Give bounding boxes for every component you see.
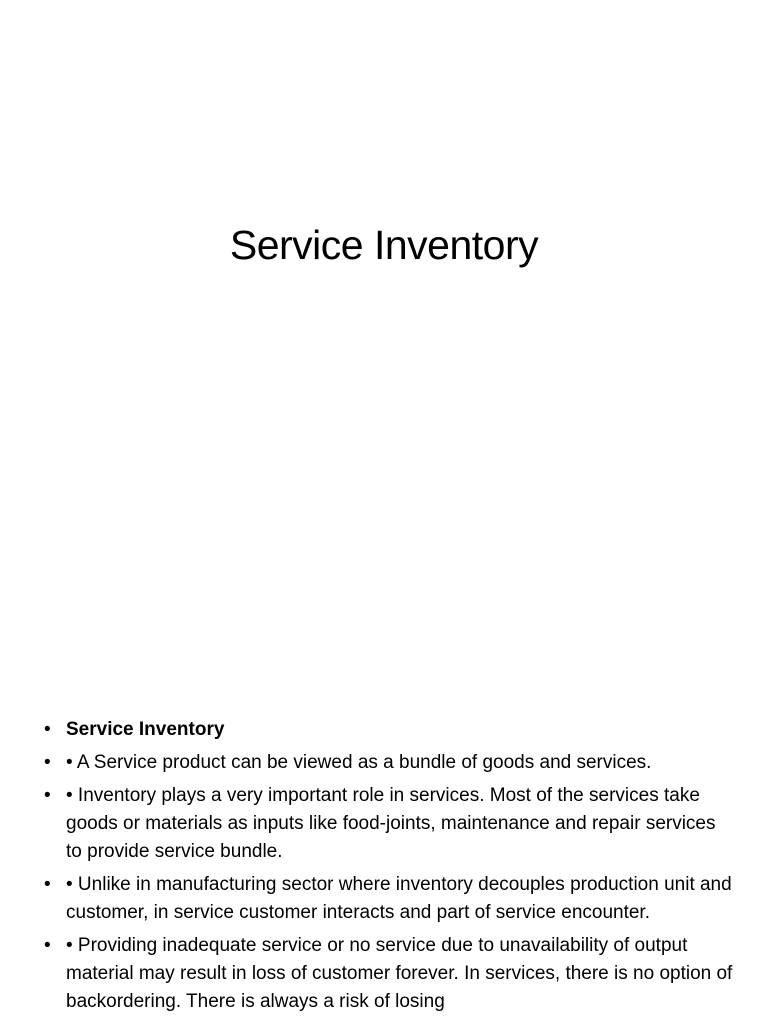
bullet-text: • Unlike in manufacturing sector where inventory decouples production unit and customer, in service customer interacts and part of service encounter. [66,874,732,923]
bullet-marker: • [44,719,51,740]
bullet-text: • A Service product can be viewed as a bundle of goods and services. [66,752,652,773]
bullet-item [44,782,734,866]
bullet-text: • Providing inadequate service or no service due to unavailability of output material may result in loss of customer forever. In services, there is no option of backordering. There is always a risk of losing [66,935,733,1012]
bullet-text: • Inventory plays a very important role in services. Most of the services take goods or materials as inputs like food-joints, maintenance and repair services to provide service bundle. [66,785,716,862]
bullet-text: Service Inventory [66,719,225,740]
slide-title: Service Inventory [229,222,539,268]
bullet-item [44,932,734,1016]
bullet-item [44,749,734,777]
bullet-marker: • [44,752,51,773]
bullet-item [44,871,734,927]
bullet-marker: • [44,874,51,895]
bullet-marker: • [44,785,51,806]
bullet-item [44,716,734,744]
bullet-marker: • [44,935,51,956]
bullet-list [44,716,734,1016]
